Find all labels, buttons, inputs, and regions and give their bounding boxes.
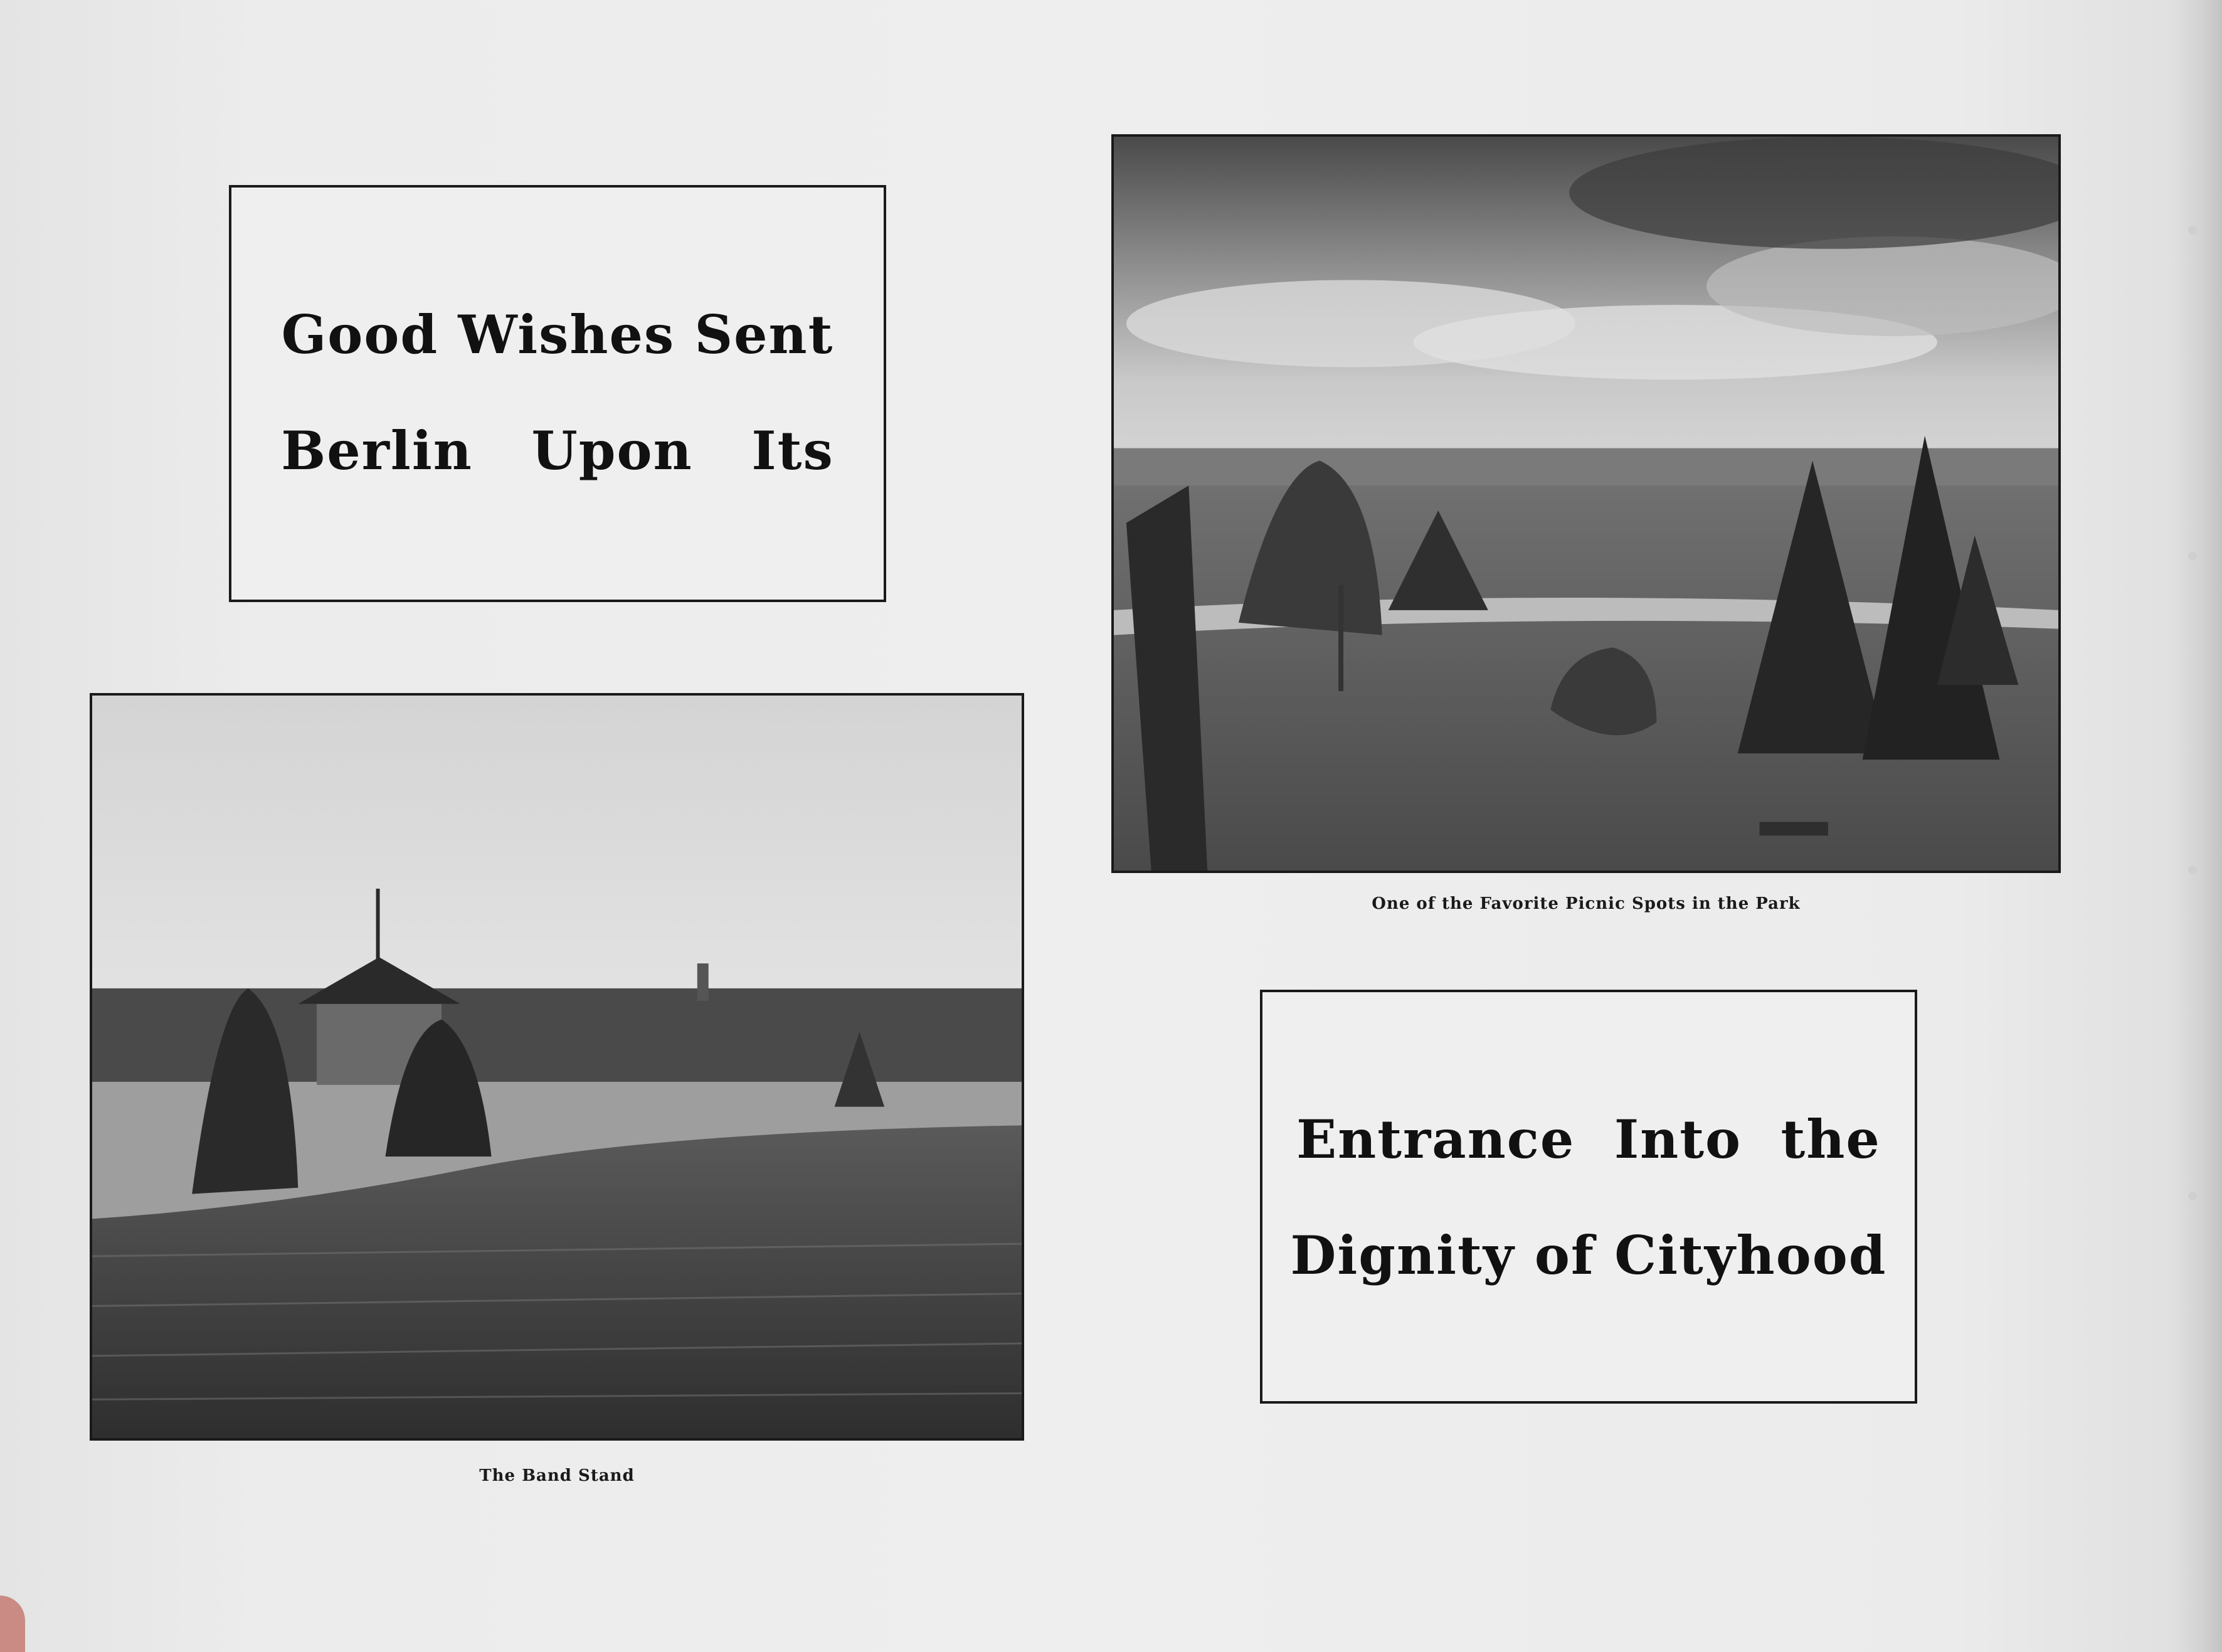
- binding-hole: [2188, 1192, 2197, 1200]
- greeting-line-4: Dignity of Cityhood: [1290, 1224, 1887, 1286]
- page-binding-edge: [2172, 0, 2222, 1652]
- greeting-box-top: [229, 185, 886, 602]
- greeting-line-2: Berlin Upon Its: [281, 420, 834, 482]
- greeting-line-1: Good Wishes Sent: [281, 304, 834, 366]
- band-stand-photo-image: [92, 696, 1022, 1438]
- caption-band-stand: The Band Stand: [479, 1466, 635, 1485]
- caption-picnic-spots: One of the Favorite Picnic Spots in the Park: [1372, 894, 1801, 913]
- thumb-mark: [0, 1596, 25, 1652]
- greeting-line-3: Entrance Into the: [1296, 1108, 1881, 1170]
- photo-picnic-spots: [1111, 134, 2061, 873]
- greeting-box-bottom: [1260, 990, 1917, 1404]
- binding-hole: [2188, 226, 2197, 235]
- binding-hole: [2188, 866, 2197, 874]
- picnic-photo-image: [1114, 137, 2058, 871]
- photo-band-stand: [90, 693, 1024, 1441]
- binding-hole: [2188, 552, 2197, 561]
